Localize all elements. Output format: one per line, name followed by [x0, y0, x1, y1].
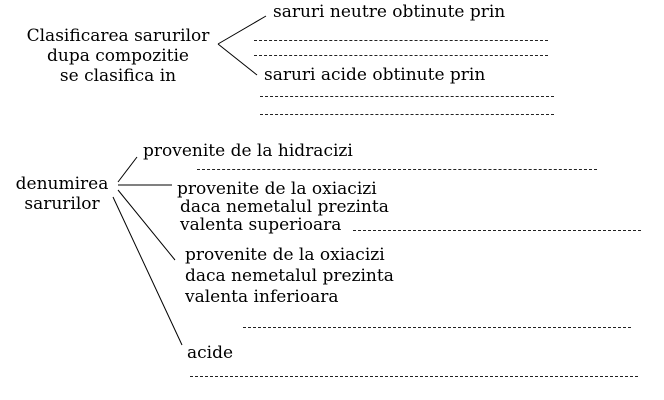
blank-oxi-inf[interactable]: [243, 327, 631, 328]
blank-acide-2[interactable]: [260, 114, 554, 115]
branch-saruri-acide: saruri acide obtinute prin: [264, 65, 486, 85]
oxi-sup-line-3: valenta superioara: [180, 215, 342, 235]
oxi-sup-line-1: provenite de la oxiacizi: [177, 179, 377, 199]
oxi-inf-line-1: provenite de la oxiacizi: [185, 245, 385, 265]
connector-s2-hidracizi: [118, 157, 137, 182]
root-clasificare-line-1: Clasificarea sarurilor: [26, 26, 210, 46]
blank-acide-1[interactable]: [260, 96, 554, 97]
blank-neutre-1[interactable]: [254, 40, 548, 41]
oxi-inf-line-3: valenta inferioara: [185, 287, 339, 307]
blank-neutre-2[interactable]: [254, 55, 548, 56]
oxi-inf-line-2: daca nemetalul prezinta: [185, 266, 394, 286]
root-clasificare-line-3: se clasifica in: [59, 66, 177, 86]
root-clasificare-line-2: dupa compozitie: [47, 46, 189, 66]
root-clasificare: [20, 26, 216, 86]
blank-acide[interactable]: [190, 376, 638, 377]
root-denumirea-line-2: sarurilor: [24, 194, 100, 214]
blank-hidracizi[interactable]: [197, 169, 597, 170]
branch-saruri-neutre: saruri neutre obtinute prin: [273, 2, 506, 22]
branch-oxiacizi-inferioara: [185, 245, 394, 308]
root-denumirea: [8, 174, 116, 214]
root-denumirea-line-1: denumirea: [15, 174, 109, 194]
branch-hidracizi: provenite de la hidracizi: [143, 141, 353, 161]
connector-s1-bottom: [218, 44, 257, 75]
blank-oxi-sup[interactable]: [353, 230, 641, 231]
connector-s2-acide: [113, 197, 182, 345]
branch-acide: acide: [187, 343, 234, 363]
branch-oxiacizi-superioara: [177, 180, 389, 234]
oxi-sup-line-2: daca nemetalul prezinta: [180, 197, 389, 217]
